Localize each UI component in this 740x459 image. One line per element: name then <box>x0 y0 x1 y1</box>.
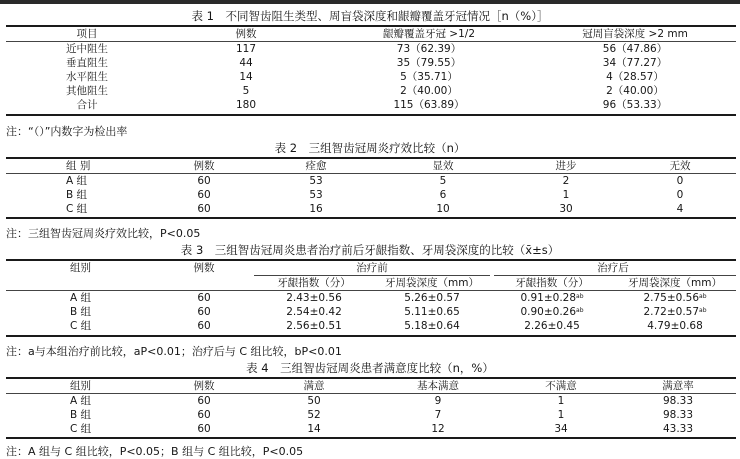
table3-value: 2.75±0.56 <box>643 292 700 304</box>
table3-subheader <box>6 276 736 290</box>
table2-header-improved: 进步 <box>555 160 577 172</box>
table-row <box>6 291 736 305</box>
table3-cell: 2.54±0.42 <box>286 306 342 318</box>
table4-cell: 98.33 <box>662 395 694 407</box>
table4-body <box>6 394 736 436</box>
table3-cell: 5.18±0.64 <box>404 320 460 332</box>
table1-cell: 2（40.00） <box>400 85 458 97</box>
table1-body <box>6 42 736 112</box>
table2-body <box>6 174 736 216</box>
table2-cell: 0 <box>676 175 684 187</box>
table3-cell: 4.79±0.68 <box>647 320 703 332</box>
table3-cell: 60 <box>197 306 211 318</box>
table3-note: 注：a与本组治疗前比较，aP<0.01；治疗后与 C 组比较，bP<0.01 <box>6 345 342 358</box>
table2-cell: 6 <box>439 189 447 201</box>
table4-cell: 52 <box>307 409 321 421</box>
table1-cell: 34（77.27） <box>602 57 668 69</box>
table-row <box>6 174 736 188</box>
table4-cell: 1 <box>557 409 565 421</box>
table2-cell: 5 <box>439 175 447 187</box>
table4-cell: 43.33 <box>662 423 694 435</box>
table4-header-rate: 满意率 <box>662 380 694 392</box>
table3-header-after: 治疗后 <box>597 262 629 274</box>
table2-header-group: 组 别 <box>66 160 91 172</box>
table2-header-ineffective: 无效 <box>669 160 691 172</box>
table2-cell: 60 <box>197 203 211 215</box>
table-row <box>6 42 736 56</box>
table2-cell: 60 <box>197 189 211 201</box>
significance-mark: ab <box>699 293 707 300</box>
table1-header-pocket: 冠周盲袋深度 >2 mm <box>582 28 688 40</box>
table1-cell: 2（40.00） <box>606 85 664 97</box>
table3-header-before: 治疗前 <box>356 262 388 274</box>
table4-header-row <box>6 379 736 393</box>
table3-cell-marked <box>490 305 614 319</box>
table4-header-unsatisfied: 不满意 <box>545 380 577 392</box>
table1-header-row <box>6 27 736 41</box>
table1-cell: 合计 <box>76 99 98 111</box>
table3-cell: 5.11±0.65 <box>404 306 460 318</box>
table3-sub-pocket-after: 牙周袋深度（mm） <box>628 277 722 289</box>
table4-cell: 60 <box>197 409 211 421</box>
table2-header-count: 例数 <box>193 160 215 172</box>
table3-caption: 表 3 三组智齿冠周炎患者治疗前后牙龈指数、牙周袋深度的比较（x̄±s） <box>180 243 560 257</box>
table3-header-group: 组别 <box>70 262 91 274</box>
table3-cell: 60 <box>197 292 211 304</box>
table4-header-count: 例数 <box>193 380 215 392</box>
table1-header-flap: 龈瓣覆盖牙冠 >1/2 <box>382 28 476 40</box>
table3-cell: 5.26±0.57 <box>404 292 460 304</box>
table2-note: 注：三组智齿冠周炎疗效比较，P<0.05 <box>6 227 201 240</box>
table3-cell-marked <box>614 291 736 305</box>
table4-cell: 14 <box>307 423 321 435</box>
table3-cell: 2.43±0.56 <box>286 292 342 304</box>
table1-cell: 115（63.89） <box>393 99 465 111</box>
table3-sub-pocket-before: 牙周袋深度（mm） <box>385 277 479 289</box>
table2-caption: 表 2 三组智齿冠周炎疗效比较（n） <box>274 141 466 155</box>
table1-cell: 35（79.55） <box>396 57 462 69</box>
table3-cell-marked <box>614 305 736 319</box>
table2-cell: 1 <box>562 189 570 201</box>
table1-cell: 14 <box>239 71 253 83</box>
table-row <box>6 408 736 422</box>
table4-cell: 1 <box>557 395 565 407</box>
table2-cell: A 组 <box>66 175 88 187</box>
significance-mark: ab <box>699 307 707 314</box>
table4-cell: 60 <box>197 395 211 407</box>
table-row <box>6 56 736 70</box>
table-row <box>6 70 736 84</box>
table2-header-effective: 显效 <box>432 160 454 172</box>
table2-cell: 30 <box>559 203 573 215</box>
table4-cell: 7 <box>434 409 442 421</box>
table4 <box>6 379 736 393</box>
table4-header-basic: 基本满意 <box>417 380 459 392</box>
table3-cell: 2.56±0.51 <box>286 320 342 332</box>
table3-header-count: 例数 <box>193 262 215 274</box>
table1-cell: 4（28.57） <box>606 71 664 83</box>
table4-cell: 9 <box>434 395 442 407</box>
table2-cell: 4 <box>676 203 684 215</box>
table-row <box>6 202 736 216</box>
table2-cell: 16 <box>309 203 323 215</box>
table-row <box>6 319 736 333</box>
table3-sub-header-row <box>6 276 736 290</box>
table3-value: 2.72±0.57 <box>643 306 700 318</box>
table1-cell: 5（35.71） <box>400 71 458 83</box>
table1-cell: 180 <box>235 99 257 111</box>
table1-cell: 垂直阻生 <box>66 57 108 69</box>
table4-cell: 98.33 <box>662 409 694 421</box>
page-top-edge <box>0 0 740 4</box>
table4-header-group: 组别 <box>70 380 91 392</box>
table2-cell: 53 <box>309 189 323 201</box>
table-row <box>6 188 736 202</box>
table4-header-satisfied: 满意 <box>303 380 325 392</box>
table2-cell: 2 <box>562 175 570 187</box>
table3-header <box>6 261 736 275</box>
table4-cell: 12 <box>431 423 445 435</box>
table4-cell: A 组 <box>70 395 92 407</box>
table4-caption: 表 4 三组智齿冠周炎患者满意度比较（n，%） <box>246 361 494 375</box>
table3-cell: B 组 <box>70 306 92 318</box>
table1-cell: 5 <box>242 85 250 97</box>
table4-cell: 50 <box>307 395 321 407</box>
table3-value: 0.91±0.28 <box>520 292 577 304</box>
table1-cell: 44 <box>239 57 253 69</box>
table2-cell: 60 <box>197 175 211 187</box>
table2-cell: B 组 <box>66 189 88 201</box>
table2-cell: C 组 <box>66 203 88 215</box>
table3-group-header-row <box>6 261 736 275</box>
table1-cell: 117 <box>235 43 257 55</box>
table1-cell: 其他阻生 <box>66 85 108 97</box>
table3-cell: 2.26±0.45 <box>524 320 580 332</box>
table-row <box>6 394 736 408</box>
table3-body <box>6 291 736 333</box>
table-row <box>6 422 736 436</box>
table4-note: 注：A 组与 C 组比较，P<0.05；B 组与 C 组比较，P<0.05 <box>6 445 304 458</box>
table1-header-item: 项目 <box>76 28 98 40</box>
table4-cell: 34 <box>554 423 568 435</box>
table-row <box>6 84 736 98</box>
significance-mark: ab <box>576 307 584 314</box>
table2-header-row <box>6 159 736 173</box>
table1 <box>6 27 736 41</box>
table4-cell: 60 <box>197 423 211 435</box>
table-row <box>6 305 736 319</box>
table3-cell: A 组 <box>70 292 92 304</box>
table1-bottom-rule <box>6 114 736 116</box>
table3-sub-gingival-after: 牙龈指数（分） <box>515 277 589 289</box>
table1-cell: 56（47.86） <box>602 43 668 55</box>
table1-header-count: 例数 <box>235 28 257 40</box>
table3-cell: C 组 <box>70 320 92 332</box>
table3-value: 0.90±0.26 <box>520 306 577 318</box>
table2 <box>6 159 736 173</box>
table2-header-cured: 痊愈 <box>305 160 327 172</box>
table1-caption: 表 1 不同智齿阻生类型、周盲袋深度和龈瓣覆盖牙冠情况［n（%）］ <box>191 9 549 23</box>
table3-sub-gingival-before: 牙龈指数（分） <box>277 277 351 289</box>
table2-bottom-rule <box>6 217 736 219</box>
significance-mark: ab <box>576 293 584 300</box>
table2-cell: 0 <box>676 189 684 201</box>
table2-cell: 10 <box>436 203 450 215</box>
table3-cell-marked <box>490 291 614 305</box>
table3-bottom-rule <box>6 335 736 337</box>
table4-bottom-rule <box>6 437 736 439</box>
table1-cell: 近中阻生 <box>66 43 108 55</box>
table1-cell: 96（53.33） <box>602 99 668 111</box>
table4-cell: C 组 <box>70 423 92 435</box>
table-row <box>6 98 736 112</box>
table3-cell: 60 <box>197 320 211 332</box>
table4-cell: B 组 <box>70 409 92 421</box>
table1-cell: 水平阻生 <box>66 71 108 83</box>
table1-note: 注：“（）”内数字为检出率 <box>6 125 128 138</box>
table2-cell: 53 <box>309 175 323 187</box>
table1-cell: 73（62.39） <box>396 43 462 55</box>
